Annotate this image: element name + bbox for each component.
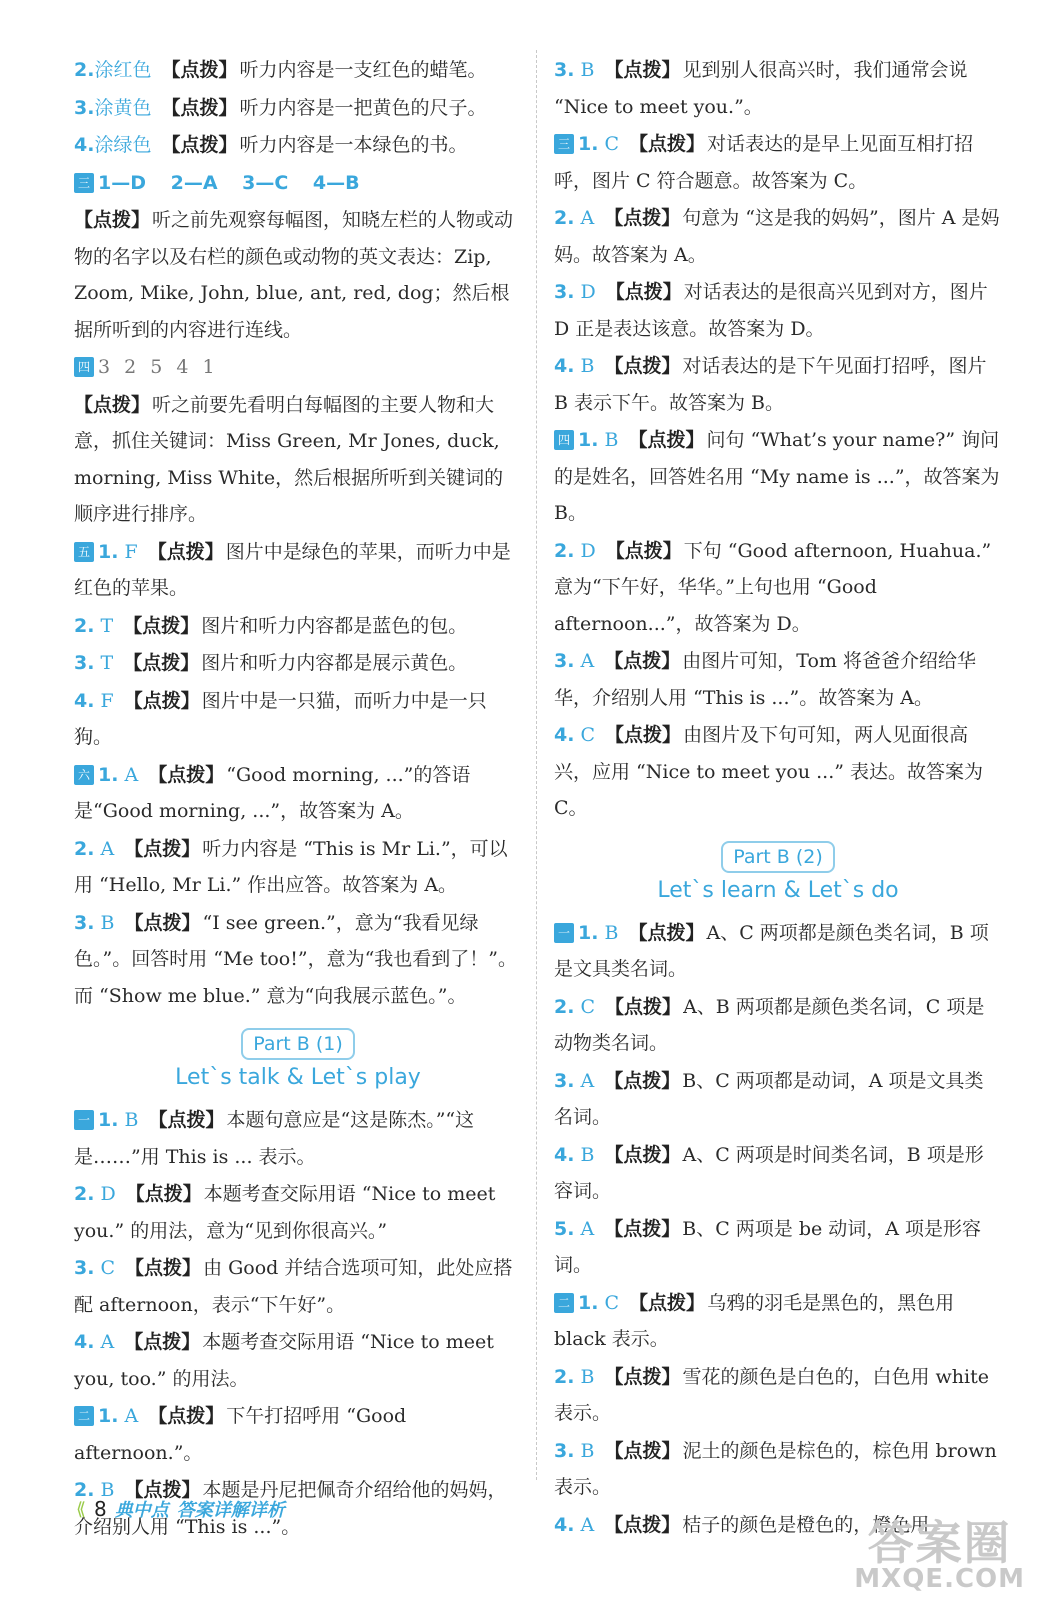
item-number: 3. bbox=[74, 911, 95, 934]
hint-label: 【点拨】 bbox=[161, 96, 238, 119]
answer: B bbox=[604, 921, 619, 944]
hint-label: 【点拨】 bbox=[161, 59, 238, 81]
explanation: 图片中是一只猫，而听力中是一只狗。 bbox=[74, 689, 487, 748]
answer-entry bbox=[74, 683, 522, 756]
answer-entry bbox=[554, 126, 1002, 199]
answer: A bbox=[100, 837, 115, 860]
explanation: 对话表达的是下午见面打招呼，图片 B 表示下午。故答案为 B。 bbox=[554, 355, 987, 414]
answer: B bbox=[580, 1439, 595, 1462]
answer: A bbox=[124, 763, 139, 786]
answer: T bbox=[100, 614, 114, 637]
section-badge: 一 bbox=[554, 923, 574, 943]
answer: B bbox=[124, 1109, 139, 1131]
section-badge: 六 bbox=[74, 765, 94, 785]
item-number: 4. bbox=[74, 689, 95, 712]
explanation: 由图片可知，Tom 将爸爸介绍给华华，介绍别人用 “This is ...”。故答案为 A。 bbox=[554, 650, 976, 709]
answer-entry bbox=[554, 422, 1002, 532]
section-badge: 三 bbox=[74, 173, 94, 193]
item-number: 1. bbox=[98, 540, 119, 563]
section-4-order bbox=[74, 349, 522, 386]
explanation: “I see green.”，意为“我看见绿色。”。回答时用 “Me too!”，意为“我也看到了！”。而 “Show me blue.” 意为“向我展示蓝色。”。 bbox=[74, 911, 517, 1007]
explanation: 本题是丹尼把佩奇介绍给他的妈妈，介绍别人用 “This is ...”。 bbox=[74, 1479, 507, 1538]
hint-label: 【点拨】 bbox=[147, 540, 224, 563]
hint-label: 【点拨】 bbox=[74, 393, 151, 416]
item-number: 2. bbox=[74, 837, 95, 860]
hint-label: 【点拨】 bbox=[628, 921, 705, 944]
explanation: “Good morning, ...”的答语是“Good morning, ...”，故答案为 A。 bbox=[74, 763, 471, 822]
watermark bbox=[854, 1516, 1025, 1594]
item-number: 4. bbox=[554, 355, 575, 377]
hint-label: 【点拨】 bbox=[74, 209, 151, 231]
answer: B bbox=[100, 1479, 115, 1501]
answer-entry bbox=[554, 643, 1002, 716]
answer-entry bbox=[554, 1137, 1002, 1210]
explanation: A、C 两项是时间类名词，B 项是形容词。 bbox=[554, 1143, 984, 1202]
answer: D bbox=[580, 281, 596, 303]
explanation: 图片和听力内容都是蓝色的包。 bbox=[201, 614, 468, 637]
hint-label: 【点拨】 bbox=[123, 689, 200, 712]
answer-entry bbox=[554, 717, 1002, 827]
explanation: 下午打招呼用 “Good afternoon.”。 bbox=[74, 1405, 407, 1464]
answer-entry bbox=[74, 608, 522, 645]
answer-entry bbox=[74, 52, 522, 89]
item-number: 2. bbox=[74, 1479, 95, 1501]
column-divider bbox=[536, 50, 537, 1480]
hint-label: 【点拨】 bbox=[605, 281, 682, 303]
item-number: 1. bbox=[98, 1109, 119, 1131]
item-number: 2. bbox=[554, 539, 575, 562]
answer: B bbox=[580, 59, 595, 81]
hint-label: 【点拨】 bbox=[604, 207, 681, 229]
answer: A bbox=[580, 207, 595, 229]
item-number: 2. bbox=[554, 1365, 575, 1388]
answer: A bbox=[580, 650, 595, 672]
explanation: 本题考查交际用语 “Nice to meet you.” 的用法，意为“见到你很高兴。” bbox=[74, 1183, 496, 1242]
answer: D bbox=[100, 1183, 116, 1205]
item-number: 3. bbox=[74, 652, 95, 674]
item-number: 4. bbox=[554, 1513, 575, 1536]
answer-entry bbox=[74, 90, 522, 127]
item-number: 4. bbox=[554, 1143, 575, 1166]
part-heading bbox=[74, 1028, 522, 1096]
hint-label: 【点拨】 bbox=[123, 614, 200, 637]
part-badge: Part B (1) bbox=[241, 1028, 355, 1060]
answer: C bbox=[604, 1291, 620, 1314]
match-answers: 1—D 2—A 3—C 4—B bbox=[98, 171, 360, 194]
answer-entry bbox=[554, 1211, 1002, 1284]
item-number: 1. bbox=[578, 429, 599, 451]
item-number: 2. bbox=[554, 207, 575, 229]
explanation: 图片中是绿色的苹果，而听力中是红色的苹果。 bbox=[74, 540, 511, 599]
explanation: 听力内容是一支红色的蜡笔。 bbox=[239, 59, 487, 81]
watermark-line1: 答案圈 bbox=[867, 1516, 1012, 1570]
answer-entry bbox=[554, 1359, 1002, 1432]
hint-label: 【点拨】 bbox=[604, 1513, 681, 1536]
answer-entry bbox=[74, 387, 522, 533]
explanation: A、B 两项都是颜色类名词，C 项是动物类名词。 bbox=[554, 995, 985, 1054]
hint-label: 【点拨】 bbox=[123, 652, 200, 674]
answer-entry bbox=[74, 1398, 522, 1471]
item-number: 4. bbox=[74, 134, 95, 156]
section-badge: 五 bbox=[74, 542, 94, 562]
hint-label: 【点拨】 bbox=[604, 59, 681, 81]
item-number: 1. bbox=[98, 1405, 119, 1427]
page-footer bbox=[76, 1496, 285, 1522]
hint-label: 【点拨】 bbox=[124, 837, 201, 860]
explanation: 听力内容是 “This is Mr Li.”，可以用 “Hello, Mr Li.” 作出应答。故答案为 A。 bbox=[74, 837, 508, 896]
item-number: 2. bbox=[74, 59, 95, 81]
answer-entry bbox=[554, 1433, 1002, 1506]
explanation: 乌鸦的羽毛是黑色的，黑色用 black 表示。 bbox=[554, 1291, 955, 1350]
right-column bbox=[554, 52, 1002, 1544]
section-badge: 二 bbox=[554, 1293, 574, 1313]
hint-label: 【点拨】 bbox=[604, 1439, 681, 1462]
answer: C bbox=[604, 133, 620, 155]
page-number: 8 bbox=[94, 1497, 107, 1521]
section-badge: 二 bbox=[74, 1406, 94, 1426]
item-number: 1. bbox=[98, 763, 119, 786]
answer-entry bbox=[74, 831, 522, 904]
explanation: 下句 “Good afternoon, Huahua.” 意为“下午好，华华。”上句也用 “Good afternoon...”，故答案为 D。 bbox=[554, 539, 992, 635]
answer: T bbox=[100, 652, 114, 674]
section-badge: 四 bbox=[554, 430, 574, 450]
hint-label: 【点拨】 bbox=[628, 429, 705, 451]
answer: B bbox=[580, 1143, 595, 1166]
hint-label: 【点拨】 bbox=[604, 1069, 681, 1092]
answer-entry bbox=[74, 127, 522, 164]
answer-entry bbox=[554, 274, 1002, 347]
explanation: 对话表达的是很高兴见到对方，图片 D 正是表达该意。故答案为 D。 bbox=[554, 281, 988, 340]
item-number: 1. bbox=[578, 921, 599, 944]
answer-entry bbox=[74, 1250, 522, 1323]
section-badge: 三 bbox=[554, 134, 574, 154]
answer-entry bbox=[554, 1285, 1002, 1358]
hint-label: 【点拨】 bbox=[604, 355, 681, 377]
item-number: 1. bbox=[578, 133, 599, 155]
leaf-icon: ⟪ bbox=[76, 1498, 87, 1520]
explanation: 图片和听力内容都是展示黄色。 bbox=[201, 652, 468, 674]
answer: 涂黄色 bbox=[94, 96, 152, 119]
answer: B bbox=[100, 911, 115, 934]
explanation: 由 Good 并结合选项可知，此处应搭配 afternoon，表示“下午好”。 bbox=[74, 1257, 513, 1316]
answer-entry bbox=[554, 200, 1002, 273]
hint-label: 【点拨】 bbox=[124, 1479, 201, 1501]
item-number: 3. bbox=[554, 281, 575, 303]
answer: A bbox=[100, 1331, 115, 1353]
answer: 涂红色 bbox=[94, 59, 152, 81]
answer: C bbox=[100, 1257, 116, 1279]
answer: A bbox=[124, 1405, 139, 1427]
answer: C bbox=[580, 724, 596, 746]
section-badge: 四 bbox=[74, 357, 94, 377]
hint-label: 【点拨】 bbox=[161, 134, 238, 156]
part-badge: Part B (2) bbox=[721, 841, 835, 873]
item-number: 3. bbox=[554, 59, 575, 81]
explanation: 听之前先观察每幅图，知晓左栏的人物或动物的名字以及右栏的颜色或动物的英文表达：Zip, Zoom, Mike, John, blue, ant, red, dog；然后根据所听到的内容进行连线。 bbox=[74, 209, 514, 341]
answer: C bbox=[580, 995, 596, 1018]
answer: A bbox=[580, 1217, 595, 1240]
item-number: 3. bbox=[554, 650, 575, 672]
hint-label: 【点拨】 bbox=[148, 763, 225, 786]
answer: B bbox=[580, 1365, 595, 1388]
hint-label: 【点拨】 bbox=[604, 1365, 681, 1388]
answer: B bbox=[580, 355, 595, 377]
hint-label: 【点拨】 bbox=[124, 911, 201, 934]
hint-label: 【点拨】 bbox=[148, 1109, 225, 1131]
item-number: 2. bbox=[554, 995, 575, 1018]
hint-label: 【点拨】 bbox=[605, 995, 682, 1018]
explanation: 由图片及下句可知，两人见面很高兴，应用 “Nice to meet you ...” 表达。故答案为 C。 bbox=[554, 724, 983, 819]
explanation: 对话表达的是早上见面互相打招呼，图片 C 符合题意。故答案为 C。 bbox=[554, 133, 974, 192]
answer-entry bbox=[74, 757, 522, 830]
hint-label: 【点拨】 bbox=[125, 1183, 202, 1205]
explanation: 本题考查交际用语 “Nice to meet you, too.” 的用法。 bbox=[74, 1331, 494, 1390]
left-column bbox=[74, 52, 522, 1546]
answer-entry bbox=[74, 645, 522, 682]
explanation: 泥土的颜色是棕色的，棕色用 brown 表示。 bbox=[554, 1439, 997, 1498]
answer: F bbox=[100, 689, 114, 712]
footer-subtitle: 答案详解详析 bbox=[176, 1500, 285, 1521]
answer: A bbox=[580, 1513, 595, 1536]
explanation: 问句 “What’s your name?” 询问的是姓名，回答姓名用 “My name is ...”，故答案为 B。 bbox=[554, 429, 1000, 524]
brand-logo-text: 典中点 bbox=[114, 1500, 169, 1521]
answer-entry bbox=[554, 52, 1002, 125]
explanation: 句意为 “这是我的妈妈”，图片 A 是妈妈。故答案为 A。 bbox=[554, 207, 1000, 266]
explanation: 本题句意应是“这是陈杰。”“这是……”用 This is ... 表示。 bbox=[74, 1109, 475, 1168]
item-number: 4. bbox=[74, 1331, 95, 1353]
hint-label: 【点拨】 bbox=[604, 1143, 681, 1166]
watermark-line2: MXQE.COM bbox=[854, 1564, 1025, 1594]
hint-label: 【点拨】 bbox=[124, 1331, 201, 1353]
item-number: 2. bbox=[74, 614, 95, 637]
hint-label: 【点拨】 bbox=[629, 133, 706, 155]
explanation: 听力内容是一把黄色的尺子。 bbox=[239, 96, 487, 119]
answer-entry bbox=[554, 989, 1002, 1062]
explanation: B、C 两项都是动词，A 项是文具类名词。 bbox=[554, 1069, 984, 1128]
explanation: A、C 两项都是颜色类名词，B 项是文具类名词。 bbox=[554, 921, 989, 980]
hint-label: 【点拨】 bbox=[148, 1405, 225, 1427]
item-number: 5. bbox=[554, 1217, 575, 1240]
part-heading bbox=[554, 841, 1002, 909]
part-title: Let`s talk & Let`s play bbox=[175, 1065, 421, 1090]
hint-label: 【点拨】 bbox=[125, 1257, 202, 1279]
answer: B bbox=[604, 429, 619, 451]
answer-entry bbox=[74, 1324, 522, 1397]
explanation: 见到别人很高兴时，我们通常会说 “Nice to meet you.”。 bbox=[554, 59, 968, 118]
answer-entry bbox=[554, 1063, 1002, 1136]
answer-entry bbox=[74, 202, 522, 348]
hint-label: 【点拨】 bbox=[604, 650, 681, 672]
hint-label: 【点拨】 bbox=[604, 1217, 681, 1240]
hint-label: 【点拨】 bbox=[605, 539, 682, 562]
answer-entry bbox=[554, 915, 1002, 988]
explanation: B、C 两项是 be 动词，A 项是形容词。 bbox=[554, 1217, 982, 1276]
answer: F bbox=[124, 540, 138, 563]
section-3-matching bbox=[74, 165, 522, 202]
answer: 涂绿色 bbox=[94, 134, 152, 156]
answer: D bbox=[580, 539, 596, 562]
item-number: 4. bbox=[554, 724, 575, 746]
order-answers: 3 2 5 4 1 bbox=[98, 356, 219, 378]
item-number: 3. bbox=[74, 1257, 95, 1279]
item-number: 3. bbox=[554, 1439, 575, 1462]
answer-entry bbox=[74, 1176, 522, 1249]
hint-label: 【点拨】 bbox=[605, 724, 682, 746]
answer-entry bbox=[74, 905, 522, 1015]
part-title: Let`s learn & Let`s do bbox=[657, 877, 899, 903]
item-number: 2. bbox=[74, 1183, 95, 1205]
explanation: 雪花的颜色是白色的，白色用 white 表示。 bbox=[554, 1365, 989, 1424]
item-number: 1. bbox=[578, 1291, 599, 1314]
answer-entry bbox=[554, 533, 1002, 643]
answer-entry bbox=[554, 348, 1002, 421]
explanation: 听之前要先看明白每幅图的主要人物和大意，抓住关键词：Miss Green, Mr Jones, duck, morning, Miss White，然后根据所听到关键词的顺序进行排序。 bbox=[74, 393, 504, 525]
answer-entry bbox=[74, 534, 522, 607]
explanation: 桔子的颜色是橙色的，橙色用 bbox=[682, 1513, 930, 1536]
item-number: 3. bbox=[554, 1069, 575, 1092]
explanation: 听力内容是一本绿色的书。 bbox=[239, 134, 468, 156]
answer-entry bbox=[74, 1102, 522, 1175]
item-number: 3. bbox=[74, 96, 95, 119]
answer: A bbox=[580, 1069, 595, 1092]
hint-label: 【点拨】 bbox=[629, 1291, 706, 1314]
section-badge: 一 bbox=[74, 1110, 94, 1130]
